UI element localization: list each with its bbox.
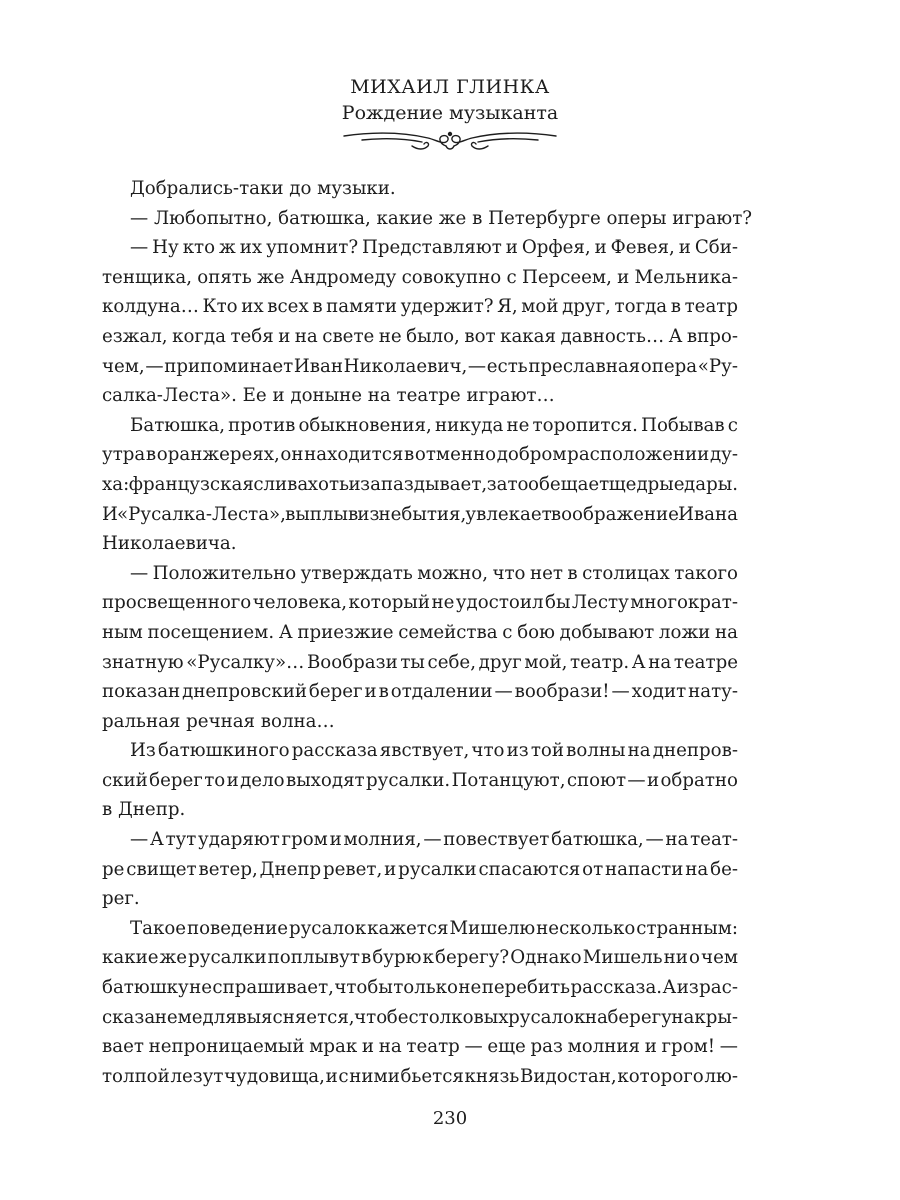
running-head-author: МИХАИЛ ГЛИНКА [350, 76, 550, 98]
text-line: — Любопытно, батюшка, какие же в Петербурге оперы играют? [130, 207, 753, 229]
text-line: просвещенного человека, который не удостоил бы Лесту многократ- [102, 592, 738, 614]
text-line: какие же русалки поплывут в бурю к берегу? Однако Мишель ни о чем [102, 947, 738, 969]
text-line: чем, — припоминает Иван Николаевич, — есть преславная опера «Ру- [102, 355, 738, 377]
text-line: Батюшка, против обыкновения, никуда не торопится. Побывав с [130, 414, 738, 436]
text-line: ральная речная волна… [102, 710, 335, 732]
text-line: ский берег то и дело выходят русалки. Потанцуют, споют — и обратно [102, 769, 738, 791]
text-line: в Днепр. [102, 799, 186, 821]
text-line: Из батюшкиного рассказа явствует, что из той волны на днепров- [130, 740, 738, 762]
text-line: — Положительно утверждать можно, что нет в столицах такого [130, 562, 738, 584]
text-line: ре свищет ветер, Днепр ревет, и русалки спасаются от напасти на бе- [102, 858, 738, 880]
text-line: И «Русалка-Леста», выплыв из небытия, увлекает воображение Ивана [102, 503, 738, 525]
text-line: показан днепровский берег и в отдалении — вообрази! — ходит нату- [102, 681, 738, 703]
text-line: Николаевича. [102, 533, 237, 555]
body-text [102, 174, 753, 1091]
text-line: Такое поведение русалок кажется Мишелю несколько странным: [130, 917, 738, 939]
text-line: езжал, когда тебя и на свете не было, вот какая давность… А впро- [102, 325, 738, 347]
text-line: тенщика, опять же Андромеду совокупно с Персеем, и Мельника- [102, 266, 738, 288]
running-head-title: Рождение музыканта [341, 102, 559, 124]
text-line: салка-Леста». Ее и доныне на театре играют… [102, 385, 555, 407]
text-line: — Ну кто ж их упомнит? Представляют и Орфея, и Февея, и Сби- [130, 237, 738, 259]
flourish-divider-icon [342, 128, 558, 154]
text-line: Добрались-таки до музыки. [130, 178, 396, 199]
text-line: вает непроницаемый мрак и на театр — еще раз молния и гром! — [102, 1036, 738, 1058]
text-line: толпой лезут чудовища, и с ними бьется князь Видостан, которого лю- [102, 1065, 738, 1087]
text-line: — А тут ударяют гром и молния, — повествует батюшка, — на теат- [130, 829, 738, 851]
text-line: знатную «Русалку»… Вообрази ты себе, друг мой, театр. А на театре [102, 651, 738, 673]
text-line: ха: французская слива хоть и запаздывает, зато обещает щедрые дары. [102, 473, 738, 495]
page-number: 230 [432, 1108, 468, 1129]
text-line: батюшку не спрашивает, чтобы только не перебить рассказа. А из рас- [102, 977, 738, 999]
text-line: ным посещением. А приезжие семейства с бою добывают ложи на [102, 621, 738, 643]
text-line: рег. [102, 888, 140, 910]
text-line: утра в оранжереях, он находится в отменно добром расположении ду- [102, 444, 738, 466]
text-line: сказа немедля выясняется, что бестолковых русалок на берегу накры- [102, 1006, 738, 1028]
running-head [0, 74, 900, 154]
text-line: колдуна… Кто их всех в памяти удержит? Я, мой друг, тогда в театр [102, 296, 738, 318]
